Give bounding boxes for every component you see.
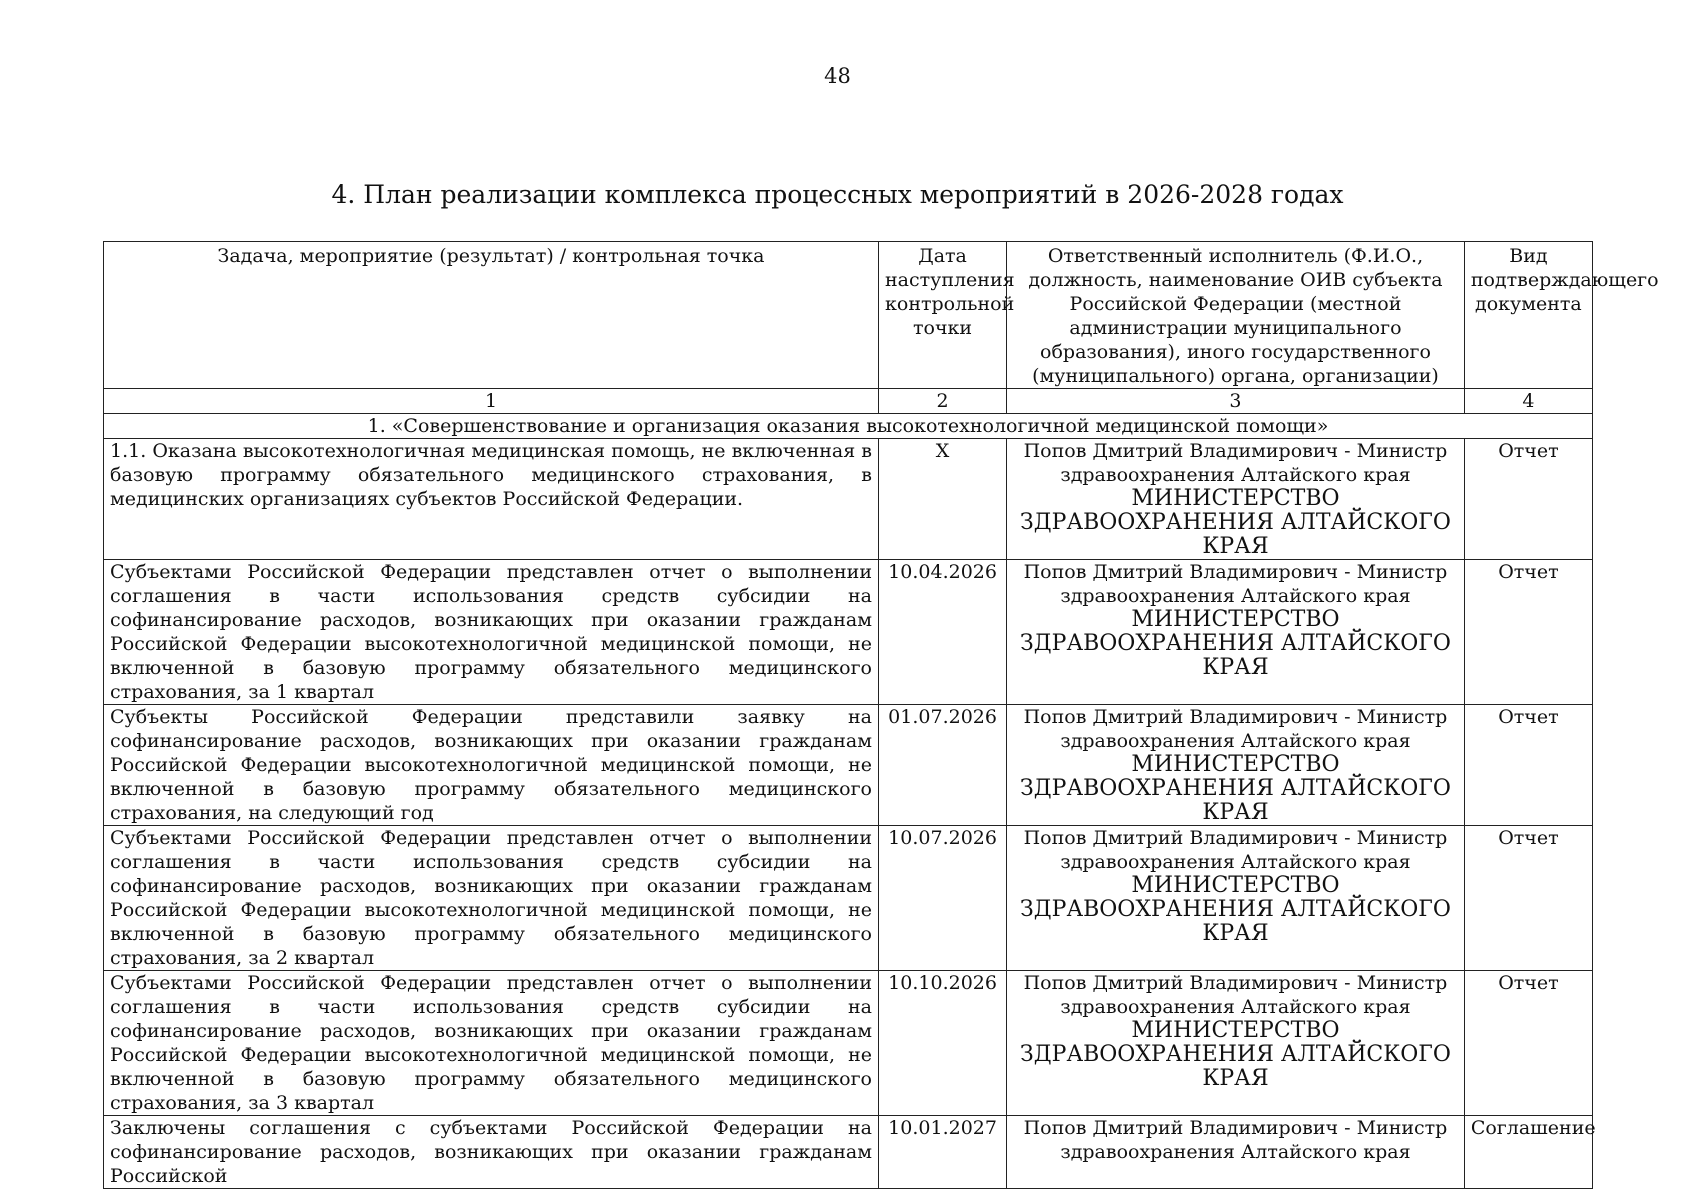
document-type-cell: Отчет bbox=[1464, 705, 1592, 826]
date-cell: 01.07.2026 bbox=[879, 705, 1007, 826]
header-task: Задача, мероприятие (результат) / контрольная точка bbox=[104, 242, 879, 389]
document-type-cell: Отчет bbox=[1464, 560, 1592, 705]
date-cell: 10.04.2026 bbox=[879, 560, 1007, 705]
table-row bbox=[104, 1116, 1593, 1189]
responsible-cell bbox=[1007, 1116, 1465, 1189]
document-type-cell: Отчет bbox=[1464, 971, 1592, 1116]
task-cell: Субъектами Российской Федерации представлен отчет о выполнении соглашения в части использования средств субсидии на софинансирование расходов, возникающих при оказании гражданам Российской Федерации высокотехнологичной медицинской помощи, не включенной в базовую программу обязательного медицинского страхования, за 3 квартал bbox=[104, 971, 879, 1116]
task-cell: Субъектами Российской Федерации представлен отчет о выполнении соглашения в части использования средств субсидии на софинансирование расходов, возникающих при оказании гражданам Российской Федерации высокотехнологичной медицинской помощи, не включенной в базовую программу обязательного медицинского страхования, за 1 квартал bbox=[104, 560, 879, 705]
responsible-cell bbox=[1007, 705, 1465, 826]
column-number: 1 bbox=[104, 389, 879, 414]
responsible-person: Попов Дмитрий Владимирович - Министр здравоохранения Алтайского края bbox=[1023, 1117, 1448, 1163]
task-cell: Субъектами Российской Федерации представлен отчет о выполнении соглашения в части использования средств субсидии на софинансирование расходов, возникающих при оказании гражданам Российской Федерации высокотехнологичной медицинской помощи, не включенной в базовую программу обязательного медицинского страхования, за 2 квартал bbox=[104, 826, 879, 971]
responsible-organization: МИНИСТЕРСТВО ЗДРАВООХРАНЕНИЯ АЛТАЙСКОГО КРАЯ bbox=[1020, 486, 1451, 559]
page-number: 48 bbox=[824, 64, 851, 88]
column-number: 3 bbox=[1007, 389, 1465, 414]
section-row bbox=[104, 414, 1593, 439]
column-number: 4 bbox=[1464, 389, 1592, 414]
date-cell: 10.07.2026 bbox=[879, 826, 1007, 971]
task-cell: Субъекты Российской Федерации представили заявку на софинансирование расходов, возникающих при оказании гражданам Российской Федерации высокотехнологичной медицинской помощи, не включенной в базовую программу обязательного медицинского страхования, на следующий год bbox=[104, 705, 879, 826]
responsible-organization: МИНИСТЕРСТВО ЗДРАВООХРАНЕНИЯ АЛТАЙСКОГО КРАЯ bbox=[1020, 873, 1451, 946]
column-number: 2 bbox=[879, 389, 1007, 414]
plan-table bbox=[103, 241, 1659, 1189]
document-type-cell: Соглашение bbox=[1464, 1116, 1592, 1189]
header-responsible: Ответственный исполнитель (Ф.И.О., должность, наименование ОИВ субъекта Российской Федерации (местной администрации муниципального образования), иного государственного (муниципального) органа, организации) bbox=[1007, 242, 1465, 389]
table-row bbox=[104, 826, 1593, 971]
table-row bbox=[104, 705, 1593, 826]
date-cell: 10.10.2026 bbox=[879, 971, 1007, 1116]
section-title: 1. «Совершенствование и организация оказания высокотехнологичной медицинской помощи» bbox=[104, 414, 1593, 439]
date-cell: 10.01.2027 bbox=[879, 1116, 1007, 1189]
task-cell: Заключены соглашения с субъектами Российской Федерации на софинансирование расходов, возникающих при оказании гражданам Российской bbox=[104, 1116, 879, 1189]
header-date: Дата наступления контрольной точки bbox=[879, 242, 1007, 389]
responsible-person: Попов Дмитрий Владимирович - Министр здравоохранения Алтайского края bbox=[1023, 561, 1448, 607]
document-type-cell: Отчет bbox=[1464, 439, 1592, 560]
column-number-row bbox=[104, 389, 1593, 414]
table-row bbox=[104, 971, 1593, 1116]
date-cell: X bbox=[879, 439, 1007, 560]
table-row bbox=[104, 560, 1593, 705]
responsible-cell bbox=[1007, 560, 1465, 705]
document-title: 4. План реализации комплекса процессных мероприятий в 2026-2028 годах bbox=[331, 180, 1344, 209]
responsible-cell bbox=[1007, 971, 1465, 1116]
responsible-person: Попов Дмитрий Владимирович - Министр здравоохранения Алтайского края bbox=[1023, 827, 1448, 873]
header-document-type: Вид подтверждающего документа bbox=[1464, 242, 1592, 389]
responsible-cell bbox=[1007, 439, 1465, 560]
responsible-organization: МИНИСТЕРСТВО ЗДРАВООХРАНЕНИЯ АЛТАЙСКОГО КРАЯ bbox=[1020, 1018, 1451, 1091]
responsible-organization: МИНИСТЕРСТВО ЗДРАВООХРАНЕНИЯ АЛТАЙСКОГО КРАЯ bbox=[1020, 752, 1451, 825]
task-cell: 1.1. Оказана высокотехнологичная медицинская помощь, не включенная в базовую программу обязательного медицинского страхования, в медицинских организациях субъектов Российской Федерации. bbox=[104, 439, 879, 560]
responsible-person: Попов Дмитрий Владимирович - Министр здравоохранения Алтайского края bbox=[1023, 706, 1448, 752]
table-row bbox=[104, 439, 1593, 560]
responsible-person: Попов Дмитрий Владимирович - Министр здравоохранения Алтайского края bbox=[1023, 972, 1448, 1018]
responsible-cell bbox=[1007, 826, 1465, 971]
responsible-organization: МИНИСТЕРСТВО ЗДРАВООХРАНЕНИЯ АЛТАЙСКОГО КРАЯ bbox=[1020, 607, 1451, 680]
table-header-row bbox=[104, 242, 1593, 389]
document-type-cell: Отчет bbox=[1464, 826, 1592, 971]
responsible-person: Попов Дмитрий Владимирович - Министр здравоохранения Алтайского края bbox=[1023, 440, 1448, 486]
